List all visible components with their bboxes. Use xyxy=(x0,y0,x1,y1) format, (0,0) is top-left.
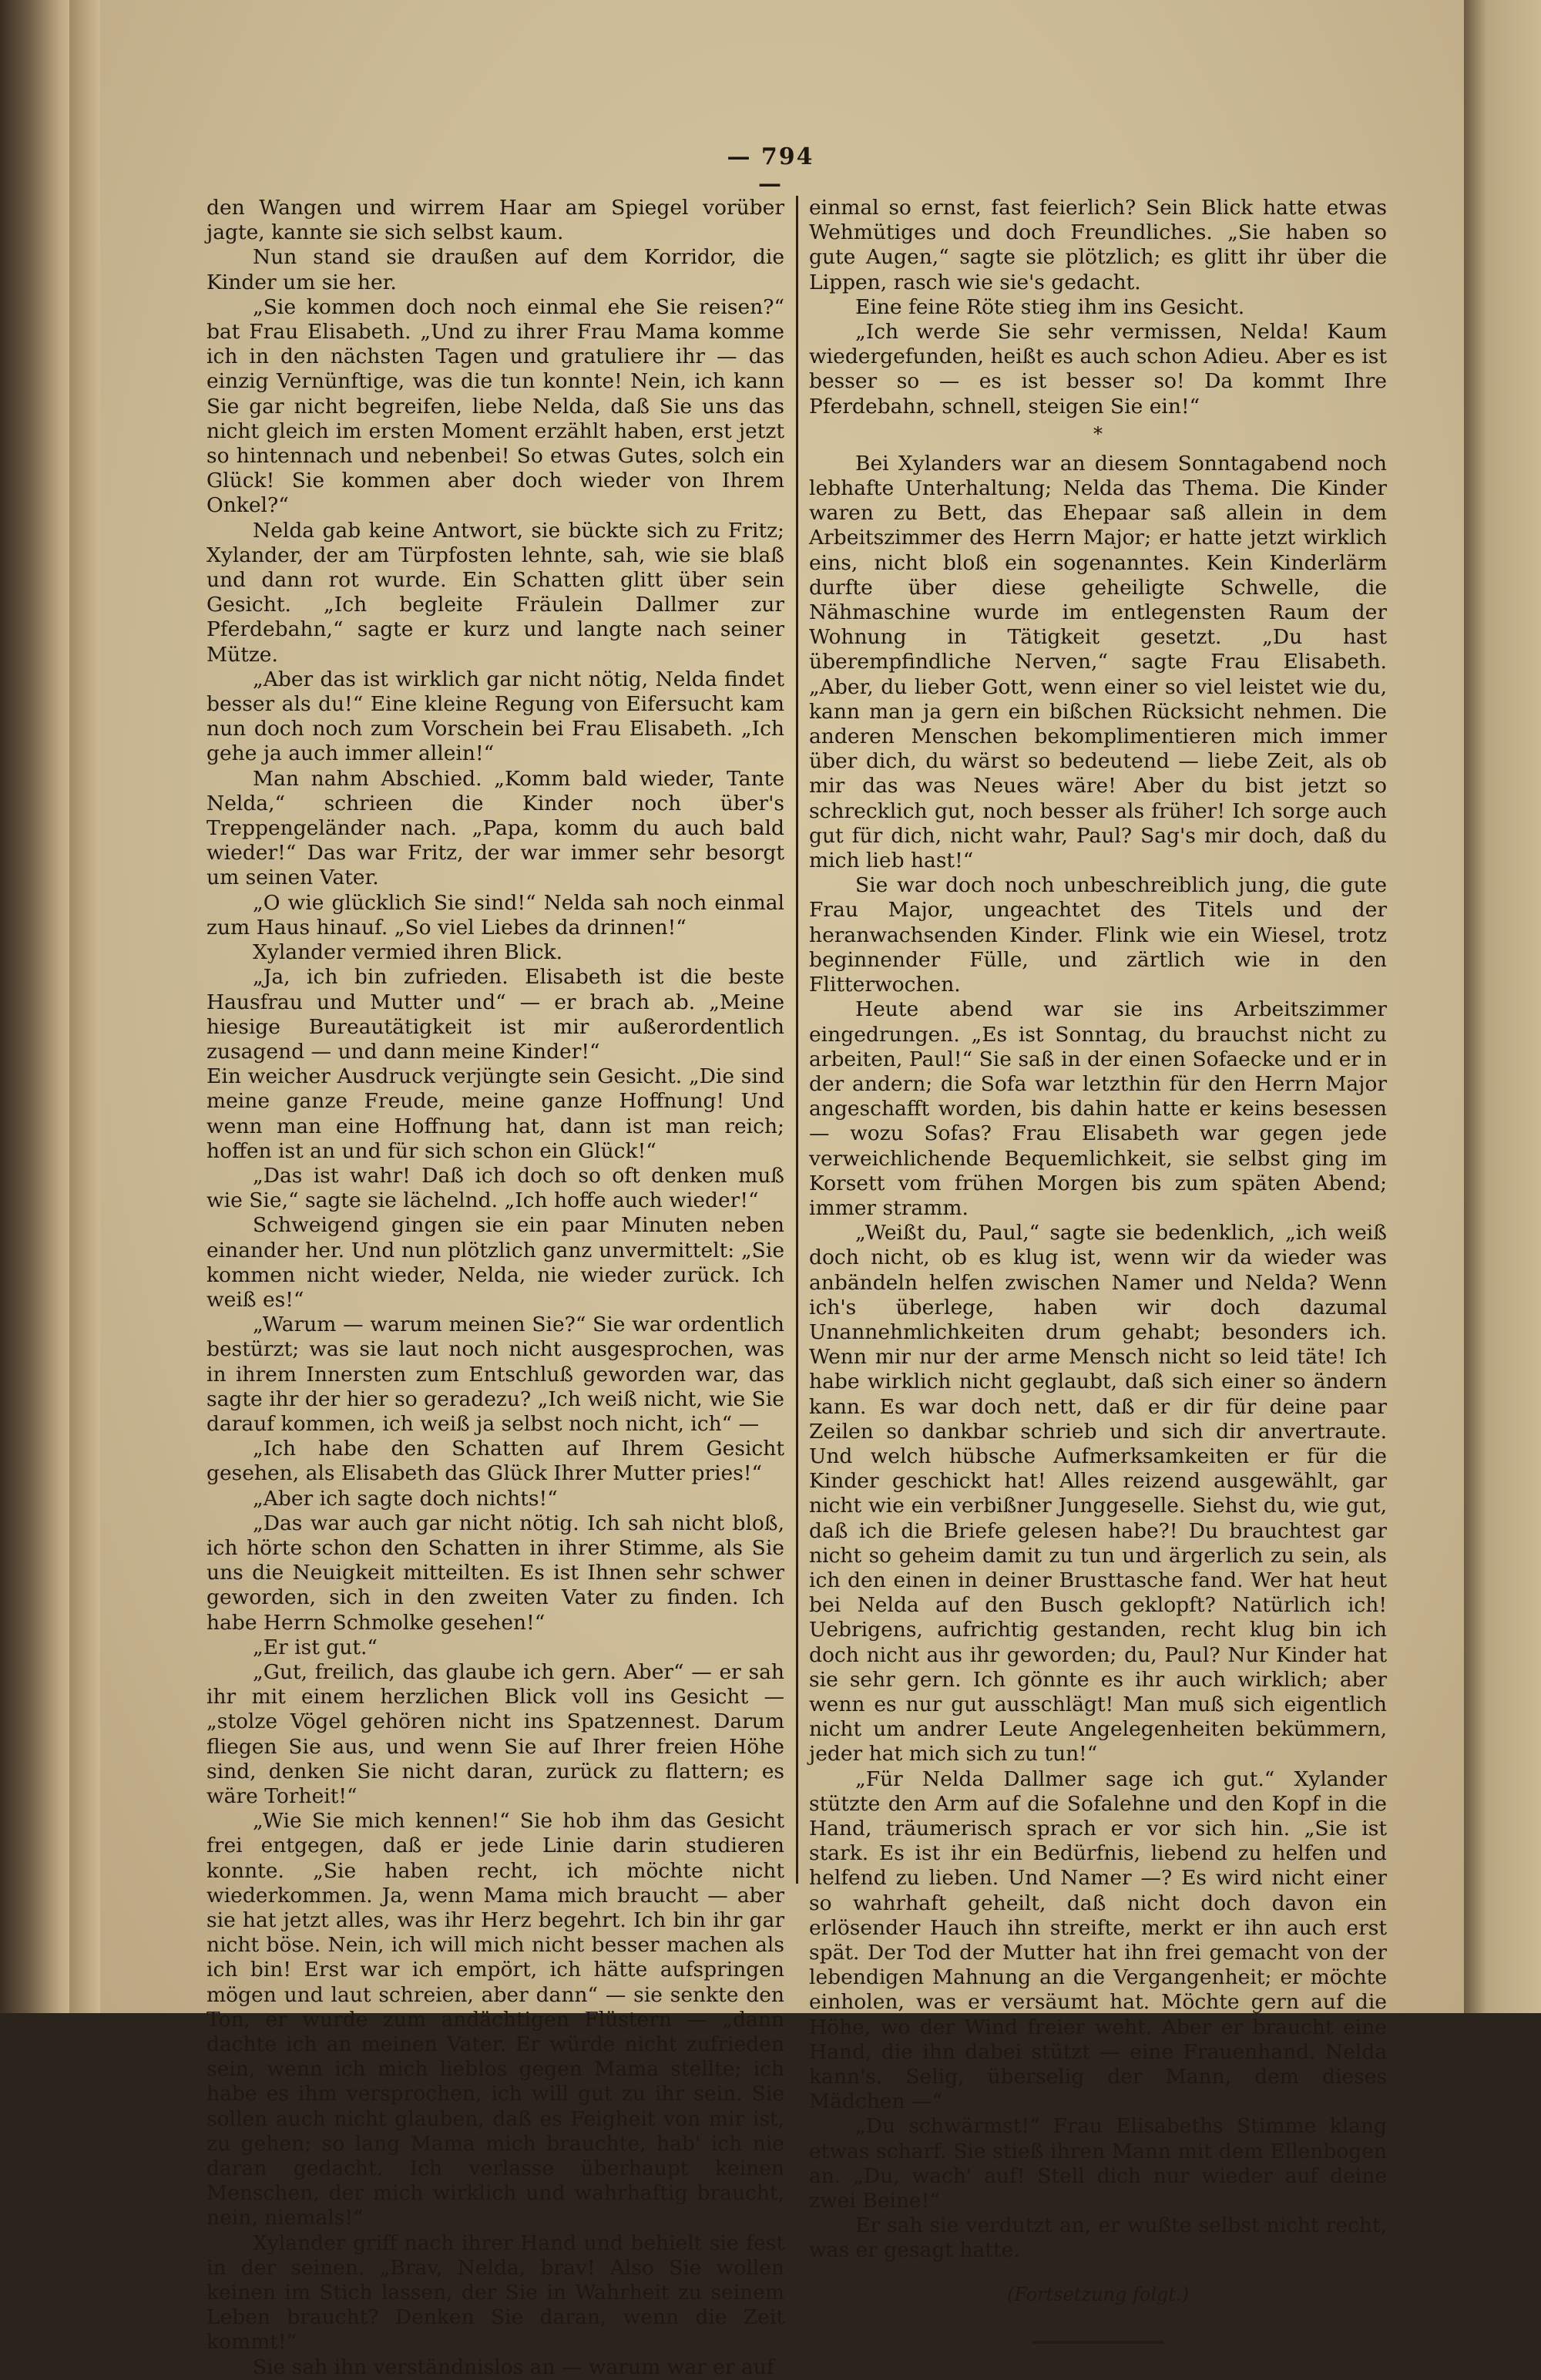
paragraph: Nun stand sie draußen auf dem Korridor, die Kinder um sie her. xyxy=(206,245,784,294)
paragraph: „Ich werde Sie sehr vermissen, Nelda! Kaum wiedergefunden, heißt es auch schon Adieu. Aber es ist besser so — es ist besser so! Da kommt Ihre Pferdebahn, schnell, steigen Sie ein!“ xyxy=(809,320,1387,419)
paragraph: „Aber ich sagte doch nichts!“ xyxy=(253,1486,558,1511)
paragraph: den Wangen und wirrem Haar am Spiegel vorüber jagte, kannte sie sich selbst kaum. xyxy=(206,196,784,245)
paragraph: „Du schwärmst!“ Frau Elisabeths Stimme klang etwas scharf. Sie stieß ihren Mann mit dem Ellenbogen an. „Du, wach' auf! Stell dich nur wieder auf deine zwei Beine!“ xyxy=(809,2114,1387,2214)
facing-page-edge xyxy=(1464,0,1541,2013)
paragraph: „Ich habe den Schatten auf Ihrem Gesicht gesehen, als Elisabeth das Glück Ihrer Mutter pries!“ xyxy=(206,1437,784,1486)
paragraph: Xylander griff nach ihrer Hand und behielt sie fest in der seinen. „Brav, Nelda, brav! Also Sie wollen keinen im Stich lassen, der Sie in Wahrheit zu seinem Leben braucht? Denken Sie daran, wenn die Zeit kommt!“ xyxy=(206,2230,784,2355)
paragraph: „Er ist gut.“ xyxy=(253,1635,378,1659)
paragraph: Xylander vermied ihren Blick. xyxy=(253,940,563,965)
paragraph: „Weißt du, Paul,“ sagte sie bedenklich, „ich weiß doch nicht, ob es klug ist, wenn wir da wieder was anbändeln helfen zwischen Namer und Nelda? Wenn ich's überlege, haben wir doch dazumal Unannehmlichkeiten drum gehabt; besonders ich. Wenn mir nur der arme Mensch nicht so leid täte! Ich habe wirklich nicht geglaubt, daß sich einer so ändern kann. Es war doch nett, daß er dir für deine paar Zeilen so dankbar schrieb und sich dir anvertraute. Und welch hübsche Aufmerksamkeiten er für die Kinder geschickt hat! Alles reizend ausgewählt, gar nicht wie ein verbißner Junggeselle. Siehst du, wie gut, daß ich die Briefe gelesen habe?! Du brauchtest gar nicht so geheim damit zu tun und ärgerlich zu sein, als ich den einen in deiner Brusttasche fand. Wer hat heut bei Nelda auf den Busch geklopft? Natürlich ich! Uebrigens, aufrichtig gestanden, recht klug bin ich doch nicht aus ihr geworden; du, Paul? Nur Kinder hat sie sehr gern. Ich gönnte es ihr auch wirklich; aber wenn es nur gut ausschlägt! Man muß sich eigentlich nicht um andrer Leute Angelegenheiten bekümmern, jeder hat mich sich zu tun!“ xyxy=(809,1221,1387,1767)
page-gutter xyxy=(69,0,100,2013)
paragraph: „Warum — warum meinen Sie?“ Sie war ordentlich bestürzt; was sie laut noch nicht ausgesprochen, was in ihrem Innersten zum Entschluß geworden war, das sagte ihr der hier so geradezu? „Ich weiß nicht, wie Sie darauf kommen, ich weiß ja selbst noch nicht, ich“ — xyxy=(206,1313,784,1436)
paragraph: „Ja, ich bin zufrieden. Elisabeth ist die beste Hausfrau und Mutter und“ — er brach ab. „Meine hiesige Bureautätigkeit ist mir außerordentlich zusagend — und dann meine Kinder!“ xyxy=(206,965,784,1064)
left-column xyxy=(206,196,784,2379)
paragraph: Man nahm Abschied. „Komm bald wieder, Tante Nelda,“ schrieen die Kinder noch über's Treppengeländer nach. „Papa, komm du auch bald wieder!“ Das war Fritz, der war immer sehr besorgt um seinen Vater. xyxy=(206,766,784,890)
page-number: — 794 — xyxy=(727,143,814,197)
right-column xyxy=(809,196,1387,2305)
continued-note: (Fortsetzung folgt.) xyxy=(1007,2283,1189,2305)
paragraph: „Gut, freilich, das glaube ich gern. Aber“ — er sah ihr mit einem herzlichen Blick voll ins Gesicht — „stolze Vögel gehören nicht ins Spatzennest. Darum fliegen Sie aus, und wenn Sie auf Ihrer freien Höhe sind, denken Sie nicht daran, zurück zu flattern; es wäre Torheit!“ xyxy=(206,1659,784,1808)
paragraph: „Wie Sie mich kennen!“ Sie hob ihm das Gesicht frei entgegen, daß er jede Linie darin studieren konnte. „Sie haben recht, ich möchte nicht wiederkommen. Ja, wenn Mama mich braucht — aber sie hat jetzt alles, was ihr Herz begehrt. Ich bin ihr gar nicht böse. Nein, ich will mich nicht besser machen als ich bin! Erst war ich empört, ich hätte aufspringen mögen und laut schreien, aber dann“ — sie senkte den Ton, er wurde zum andächtigen Flüstern — „dann dachte ich an meinen Vater. Er würde nicht zufrieden sein, wenn ich mich lieblos gegen Mama stellte; ich habe es ihm versprochen, ich will gut zu ihr sein. Sie sollen auch nicht glauben, daß es Feigheit von mir ist, zu gehen; so lang Mama mich brauchte, hab' ich nie daran gedacht. Ich verlasse überhaupt keinen Menschen, der mich wirklich und wahrhaftig braucht, nein, niemals!“ xyxy=(206,1809,784,2230)
paragraph: „Das war auch gar nicht nötig. Ich sah nicht bloß, ich hörte schon den Schatten in ihrer Stimme, als Sie uns die Neuigkeit mitteilten. Es ist Ihnen sehr schwer geworden, sich in den zweiten Vater zu finden. Ich habe Herrn Schmolke gesehen!“ xyxy=(206,1511,784,1635)
paragraph: Sie sah ihn verständnislos an — warum war er auf xyxy=(253,2355,774,2379)
paragraph: Nelda gab keine Antwort, sie bückte sich zu Fritz; Xylander, der am Türpfosten lehnte, sah, wie sie blaß und dann rot wurde. Ein Schatten glitt über sein Gesicht. „Ich begleite Fräulein Dallmer zur Pferdebahn,“ sagte er kurz und langte nach seiner Mütze. xyxy=(206,518,784,667)
paragraph: „O wie glücklich Sie sind!“ Nelda sah noch einmal zum Haus hinauf. „So viel Liebes da drinnen!“ xyxy=(206,890,784,940)
paragraph: Schweigend gingen sie ein paar Minuten neben einander her. Und nun plötzlich ganz unvermittelt: „Sie kommen nicht wieder, Nelda, nie wieder zurück. Ich weiß es!“ xyxy=(206,1213,784,1312)
paragraph: „Das ist wahr! Daß ich doch so oft denken muß wie Sie,“ sagte sie lächelnd. „Ich hoffe auch wieder!“ xyxy=(206,1163,784,1213)
section-mark: * xyxy=(1093,422,1103,445)
paragraph: Heute abend war sie ins Arbeitszimmer eingedrungen. „Es ist Sonntag, du brauchst nicht zu arbeiten, Paul!“ Sie saß in der einen Sofaecke und er in der andern; die Sofa war letzthin für den Herrn Major angeschafft worden, bis dahin hatte er keins besessen — wozu Sofas? Frau Elisabeth war gegen jede verweichlichende Bequemlichkeit, sie selbst ging im Korsett vom frühen Morgen bis zum späten Abend; immer stramm. xyxy=(809,997,1387,1220)
book-edge-left xyxy=(0,0,69,2013)
end-rule xyxy=(1032,2341,1163,2344)
paragraph: „Für Nelda Dallmer sage ich gut.“ Xylander stützte den Arm auf die Sofalehne und den Kopf in die Hand, träumerisch sprach er vor sich hin. „Sie ist stark. Es ist ihr ein Bedürfnis, liebend zu helfen und helfend zu lieben. Und Namer —? Es wird nicht einer so wahrhaft geheilt, daß nicht doch davon ein erlösender Hauch ihn streifte, merkt er ihn auch erst spät. Der Tod der Mutter hat ihn frei gemacht von der lebendigen Mahnung an die Vergangenheit; er möchte einholen, was er versäumt hat. Möchte gern auf die Höhe, wo der Wind freier weht. Aber er braucht eine Hand, die ihn dabei stützt — eine Frauenhand. Nelda kann's. Selig, überselig der Mann, dem dieses Mädchen —“ xyxy=(809,1767,1387,2114)
paragraph: einmal so ernst, fast feierlich? Sein Blick hatte etwas Wehmütiges und doch Freundliches. „Sie haben so gute Augen,“ sagte sie plötzlich; es glitt ihr über die Lippen, rasch wie sie's gedacht. xyxy=(809,196,1387,294)
column-divider xyxy=(796,196,798,1884)
paragraph: Sie war doch noch unbeschreiblich jung, die gute Frau Major, ungeachtet des Titels und der heranwachsenden Kinder. Flink wie ein Wiesel, trotz beginnender Fülle, und zärtlich wie in den Flitterwochen. xyxy=(809,873,1387,997)
paragraph: Er sah sie verdutzt an, er wußte selbst nicht recht, was er gesagt hatte. xyxy=(809,2214,1387,2263)
paragraph: Ein weicher Ausdruck verjüngte sein Gesicht. „Die sind meine ganze Freude, meine ganze Hoffnung! Und wenn man eine Hoffnung hat, dann ist man reich; hoffen ist an und für sich schon ein Glück!“ xyxy=(206,1064,784,1163)
paragraph: „Aber das ist wirklich gar nicht nötig, Nelda findet besser als du!“ Eine kleine Regung von Eifersucht kam nun doch noch zum Vorschein bei Frau Elisabeth. „Ich gehe ja auch immer allein!“ xyxy=(206,667,784,766)
paragraph: Bei Xylanders war an diesem Sonntagabend noch lebhafte Unterhaltung; Nelda das Thema. Die Kinder waren zu Bett, das Ehepaar saß allein in dem Arbeitszimmer des Herrn Major; er hatte jetzt wirklich eins, nicht bloß ein sogenanntes. Kein Kinderlärm durfte über diese geheiligte Schwelle, die Nähmaschine wurde im entlegensten Raum der Wohnung in Tätigkeit gesetzt. „Du hast überempfindliche Nerven,“ sagte Frau Elisabeth. „Aber, du lieber Gott, wenn einer so viel leistet wie du, kann man ja gern ein bißchen Rücksicht nehmen. Die anderen Menschen bekomplimentieren mich immer über dich, du wärst so bedeutend — liebe Zeit, als ob mir das was Neues wäre! Aber du bist jetzt so schrecklich gut, noch besser als früher! Ich sorge auch gut für dich, nicht wahr, Paul? Sag's mir doch, daß du mich lieb hast!“ xyxy=(809,451,1387,873)
paragraph: „Sie kommen doch noch einmal ehe Sie reisen?“ bat Frau Elisabeth. „Und zu ihrer Frau Mama komme ich in den nächsten Tagen und gratuliere ihr — das einzig Vernünftige, was die tun konnte! Nein, ich kann Sie gar nicht begreifen, liebe Nelda, daß Sie uns das nicht gleich im ersten Moment erzählt haben, erst jetzt so hintennach und nebenbei! So etwas Gutes, solch ein Glück! Sie kommen aber doch wieder von Ihrem Onkel?“ xyxy=(206,294,784,518)
paragraph: Eine feine Röte stieg ihm ins Gesicht. xyxy=(855,294,1245,319)
